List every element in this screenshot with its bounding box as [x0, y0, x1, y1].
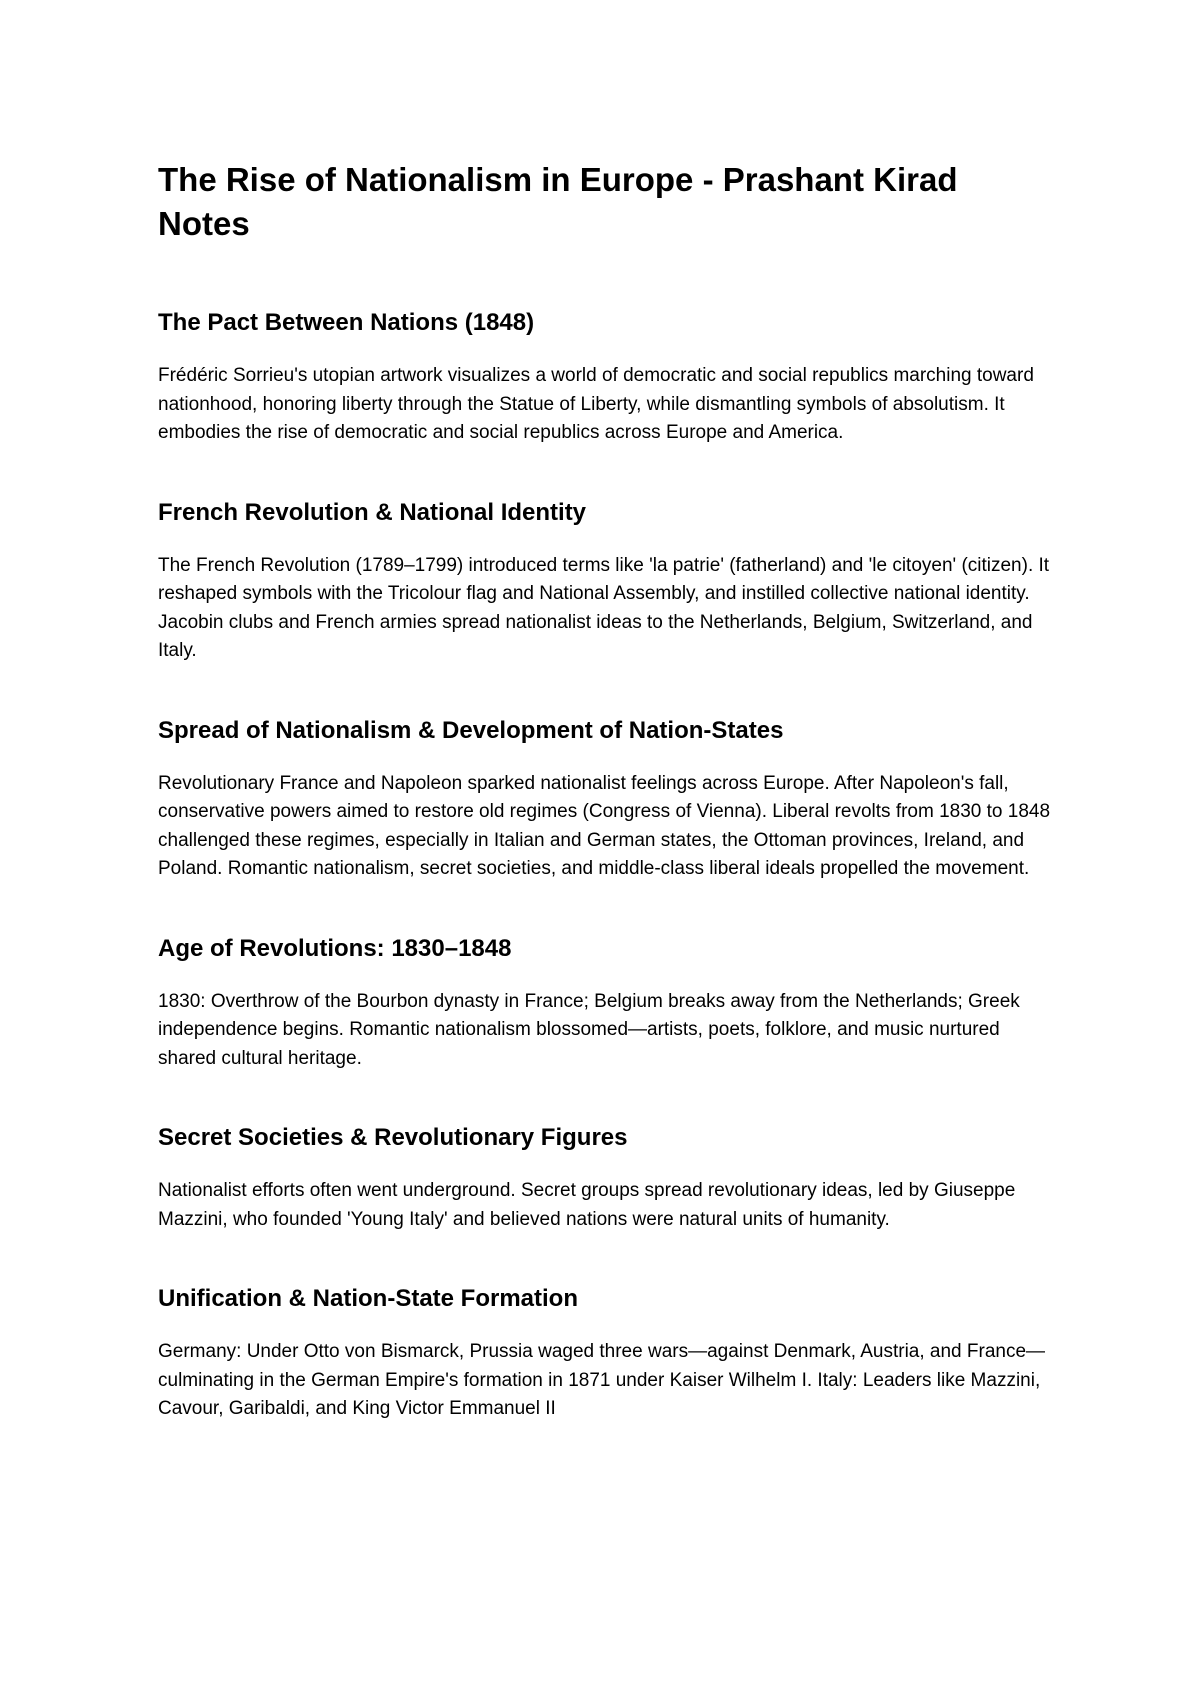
section-french-revolution: [158, 498, 1058, 666]
section-unification: [158, 1284, 1058, 1424]
section-paragraph: The French Revolution (1789–1799) introduced terms like 'la patrie' (fatherland) and 'le citoyen' (citizen). It reshaped symbols with the Tricolour flag and National Assembly, and instilled collective national identity. Jacobin clubs and French armies spread nationalist ideas to the Netherlands, Belgium, Switzerland, and Italy.: [158, 554, 1050, 661]
section-heading: Secret Societies & Revolutionary Figures: [158, 1124, 628, 1151]
section-pact-between-nations: [158, 308, 1058, 448]
section-paragraph: Revolutionary France and Napoleon sparked nationalist feelings across Europe. After Napoleon's fall, conservative powers aimed to restore old regimes (Congress of Vienna). Liberal revolts from 1830 to 1848 challenged these regimes, especially in Italian and German states, the Ottoman provinces, Ireland, and Poland. Romantic nationalism, secret societies, and middle-class liberal ideals propelled the movement.: [158, 772, 1051, 879]
section-paragraph: Nationalist efforts often went underground. Secret groups spread revolutionary ideas, led by Giuseppe Mazzini, who founded 'Young Italy' and believed nations were natural units of humanity.: [158, 1180, 1016, 1230]
section-heading: Spread of Nationalism & Development of Nation-States: [158, 716, 784, 744]
section-heading: French Revolution & National Identity: [158, 498, 587, 526]
section-age-of-revolutions: [158, 934, 1058, 1074]
section-spread-of-nationalism: [158, 716, 1058, 884]
section-secret-societies: [158, 1123, 1058, 1234]
document-page: [158, 158, 1058, 1424]
section-heading: Unification & Nation-State Formation: [158, 1285, 578, 1312]
section-paragraph: 1830: Overthrow of the Bourbon dynasty in France; Belgium breaks away from the Netherlands; Greek independence begins. Romantic nationalism blossomed—artists, poets, folklore, and music nurtured shared cultural heritage.: [158, 990, 1020, 1069]
section-heading: Age of Revolutions: 1830–1848: [158, 934, 512, 962]
document-title: The Rise of Nationalism in Europe - Prashant Kirad Notes: [158, 161, 958, 242]
section-paragraph: Germany: Under Otto von Bismarck, Prussia waged three wars—against Denmark, Austria, and France—culminating in the German Empire's formation in 1871 under Kaiser Wilhelm I. Italy: Leaders like Mazzini, Cavour, Garibaldi, and King Victor Emmanuel II: [158, 1341, 1046, 1419]
section-paragraph: Frédéric Sorrieu's utopian artwork visualizes a world of democratic and social republics marching toward nationhood, honoring liberty through the Statue of Liberty, while dismantling symbols of absolutism. It embodies the rise of democratic and social republics across Europe and America.: [158, 365, 1034, 443]
section-heading: The Pact Between Nations (1848): [158, 309, 535, 336]
